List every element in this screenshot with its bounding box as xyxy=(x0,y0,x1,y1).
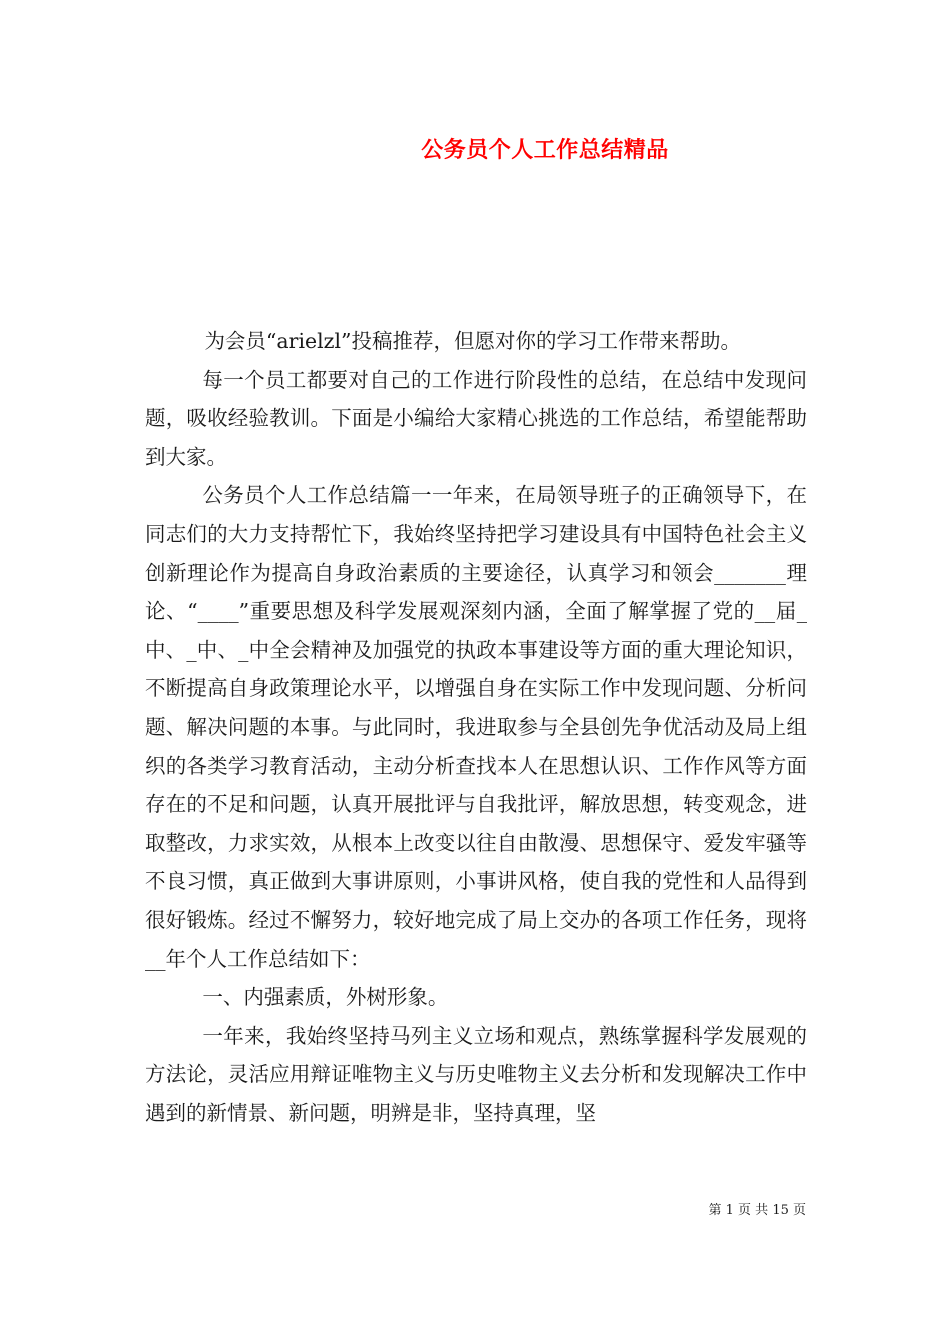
paragraph-3: 公务员个人工作总结篇一一年来，在局领导班子的正确领导下，在同志们的大力支持帮忙下，我始终坚持把学习建设具有中国特色社会主义创新理论作为提高自身政治素质的主要途径，认真学习和领会_______理论、“____”重要思想及科学发展观深刻内涵，全面了解掌握了党的__届_中、_中、_中全会精神及加强党的执政本事建设等方面的重大理论知识，不断提高自身政策理论水平，以增强自身在实际工作中发现问题、分析问题、解决问题的本事。与此同时，我进取参与全县创先争优活动及局上组织的各类学习教育活动，主动分析查找本人在思想认识、工作作风等方面存在的不足和问题，认真开展批评与自我批评，解放思想，转变观念，进取整改，力求实效，从根本上改变以往自由散漫、思想保守、爱发牢骚等不良习惯，真正做到大事讲原则，小事讲风格，使自我的党性和人品得到很好锻炼。经过不懈努力，较好地完成了局上交办的各项工作任务，现将__年个人工作总结如下： xyxy=(145,483,807,971)
document-body xyxy=(145,322,807,1132)
paragraph-2: 每一个员工都要对自己的工作进行阶段性的总结，在总结中发现问题，吸收经验教训。下面是小编给大家精心挑选的工作总结，希望能帮助到大家。 xyxy=(145,367,807,469)
section-heading: 一、内强素质，外树形象。 xyxy=(202,985,449,1010)
document-title: 公务员个人工作总结精品 xyxy=(421,137,669,163)
paragraph-5: 一年来，我始终坚持马列主义立场和观点，熟练掌握科学发展观的方法论，灵活应用辩证唯物主义与历史唯物主义去分析和发现解决工作中遇到的新情景、新问题，明辨是非，坚持真理，坚 xyxy=(145,1023,807,1125)
intro-paragraph: 为会员“arielzl”投稿推荐，但愿对你的学习工作带来帮助。 xyxy=(204,329,742,353)
page-number: 第 1 页 共 15 页 xyxy=(708,1203,806,1218)
